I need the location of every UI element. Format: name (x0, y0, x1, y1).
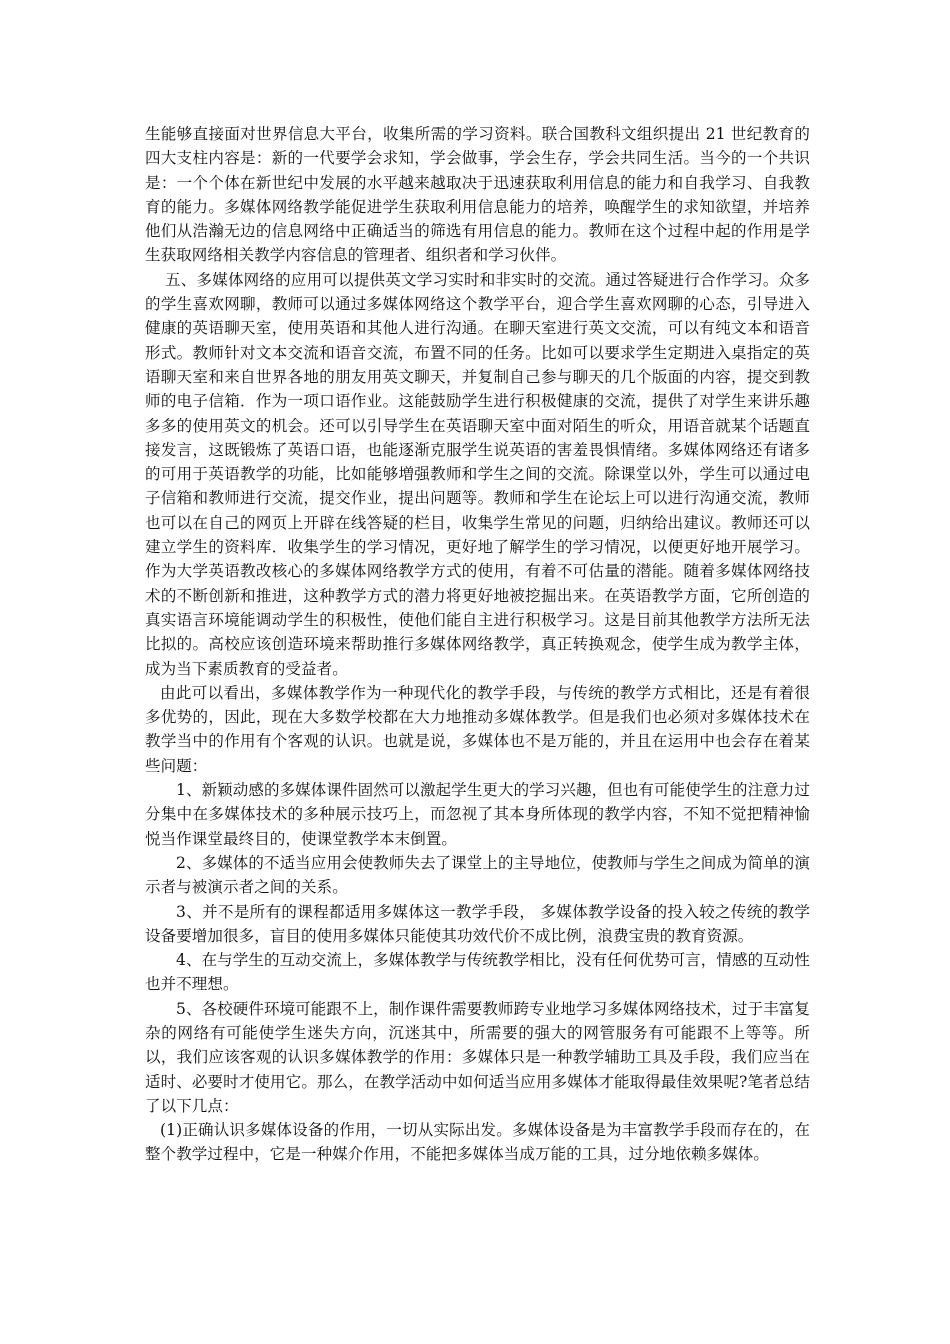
paragraph-point-1: (1)正确认识多媒体设备的作用，一切从实际出发。多媒体设备是为丰富教学手段而存在的，在整个教学过程中，它是一种媒介作用，不能把多媒体当成万能的工具，过分地依赖多媒体。 (145, 1121, 810, 1164)
paragraph-issue-2: 2、多媒体的不适当应用会使教师失去了课堂上的主导地位，使教师与学生之间成为简单的演示者与被演示者之间的关系。 (145, 853, 810, 897)
paragraph-summary: 由此可以看出，多媒体教学作为一种现代化的教学手段，与传统的教学方式相比，还是有着很多优势的，因此，现在大多数学校都在大力地推动多媒体教学。但是我们也必须对多媒体技术在教学当中的作用有个客观的认识。也就是说，多媒体也不是万能的，并且在运用中也会存在着某些问题： (145, 683, 810, 775)
paragraph-section-five: 五、多媒体网络的应用可以提供英文学习实时和非实时的交流。通过答疑进行合作学习。众多的学生喜欢网聊，教师可以通过多媒体网络这个教学平台，迎合学生喜欢网聊的心态，引导进入健康的英语聊天室，使用英语和其他人进行沟通。在聊天室进行英文交流，可以有纯文本和语音形式。教师针对文本交流和语音交流，布置不同的任务。比如可以要求学生定期进入桌指定的英语聊天室和来自世界各地的朋友用英文聊天，并复制自己参与聊天的几个版面的内容，提交到教师的电子信箱．作为一项口语作业。这能鼓励学生进行积极健康的交流，提供了对学生来讲乐趣多多的使用英文的机会。还可以引导学生在英语聊天室中面对陌生的听众，用语音就某个话题直接发言，这既锻炼了英语口语，也能逐渐克服学生说英语的害羞畏惧情绪。多媒体网络还有诸多的可用于英语教学的功能，比如能够増强教师和学生之间的交流。除课堂以外，学生可以通过电子信箱和教师进行交流，提交作业，提出问题等。教师和学生在论坛上可以进行沟通交流，教师也可以在自己的网页上开辟在线答疑的栏目，收集学生常见的问题，归纳给出建议。教师还可以建立学生的资料库．收集学生的学习情况，更好地了解学生的学习情况，以便更好地开展学习。作为大学英语教改核心的多媒体网络教学方式的使用，有着不可估量的潜能。随着多媒体网络技术的不断创新和推进，这种教学方式的潜力将更好地被挖掘出来。在英语教学方面，它所创造的真实语言环境能调动学生的积极性，使他们能自主进行积极学习。这是目前其他教学方法所无法比拟的。高校应该创造环境来帮助推行多媒体网络教学，真正转换观念，使学生成为教学主体，成为当下素质教育的受益者。 (145, 270, 810, 678)
paragraph-issue-1: 1、新颖动感的多媒体课件固然可以激起学生更大的学习兴趣，但也有可能使学生的注意力过分集中在多媒体技术的多种展示技巧上，而忽视了其本身所体现的教学内容，不知不觉把精神愉悦当作课堂最终目的，使课堂教学本末倒置。 (145, 781, 810, 848)
paragraph-issue-3: 3、并不是所有的课程都适用多媒体这一教学手段， 多媒体教学设备的投入较之传统的教学设备要增加很多，盲目的使用多媒体只能使其功效代价不成比例，浪费宝贵的教育资源。 (145, 902, 810, 945)
paragraph-issue-4: 4、在与学生的互动交流上，多媒体教学与传统教学相比，没有任何优势可言，情感的互动性也并不理想。 (145, 951, 810, 994)
paragraph-continuation: 生能够直接面对世界信息大平台，收集所需的学习资料。联合国教科文组织提出 21 世纪教育的四大支柱内容是：新的一代要学会求知，学会做事，学会生存，学会共同生活。当今的一个共识是：一个个体在新世纪中发展的水平越来越取决于迅速获取利用信息的能力和自我学习、自我教育的能力。多媒体网络教学能促进学生获取利用信息能力的培养，唤醒学生的求知欲望，并培养他们从浩瀚无边的信息网络中正确适当的筛选有用信息的能力。教师在这个过程中起的作用是学生获取网络相关教学内容信息的管理者、组织者和学习伙伴。 (145, 125, 810, 265)
paragraph-issue-5: 5、各校硬件环境可能跟不上，制作课件需要教师跨专业地学习多媒体网络技术，过于丰富复杂的网络有可能使学生迷失方向，沉迷其中，所需要的强大的网管服务有可能跟不上等等。所以，我们应该客观的认识多媒体教学的作用：多媒体只是一种教学辅助工具及手段，我们应当在适时、必要时才使用它。那么，在教学活动中如何适当应用多媒体才能取得最佳效果呢?笔者总结了以下几点： (145, 999, 810, 1115)
document-body (145, 122, 810, 1167)
